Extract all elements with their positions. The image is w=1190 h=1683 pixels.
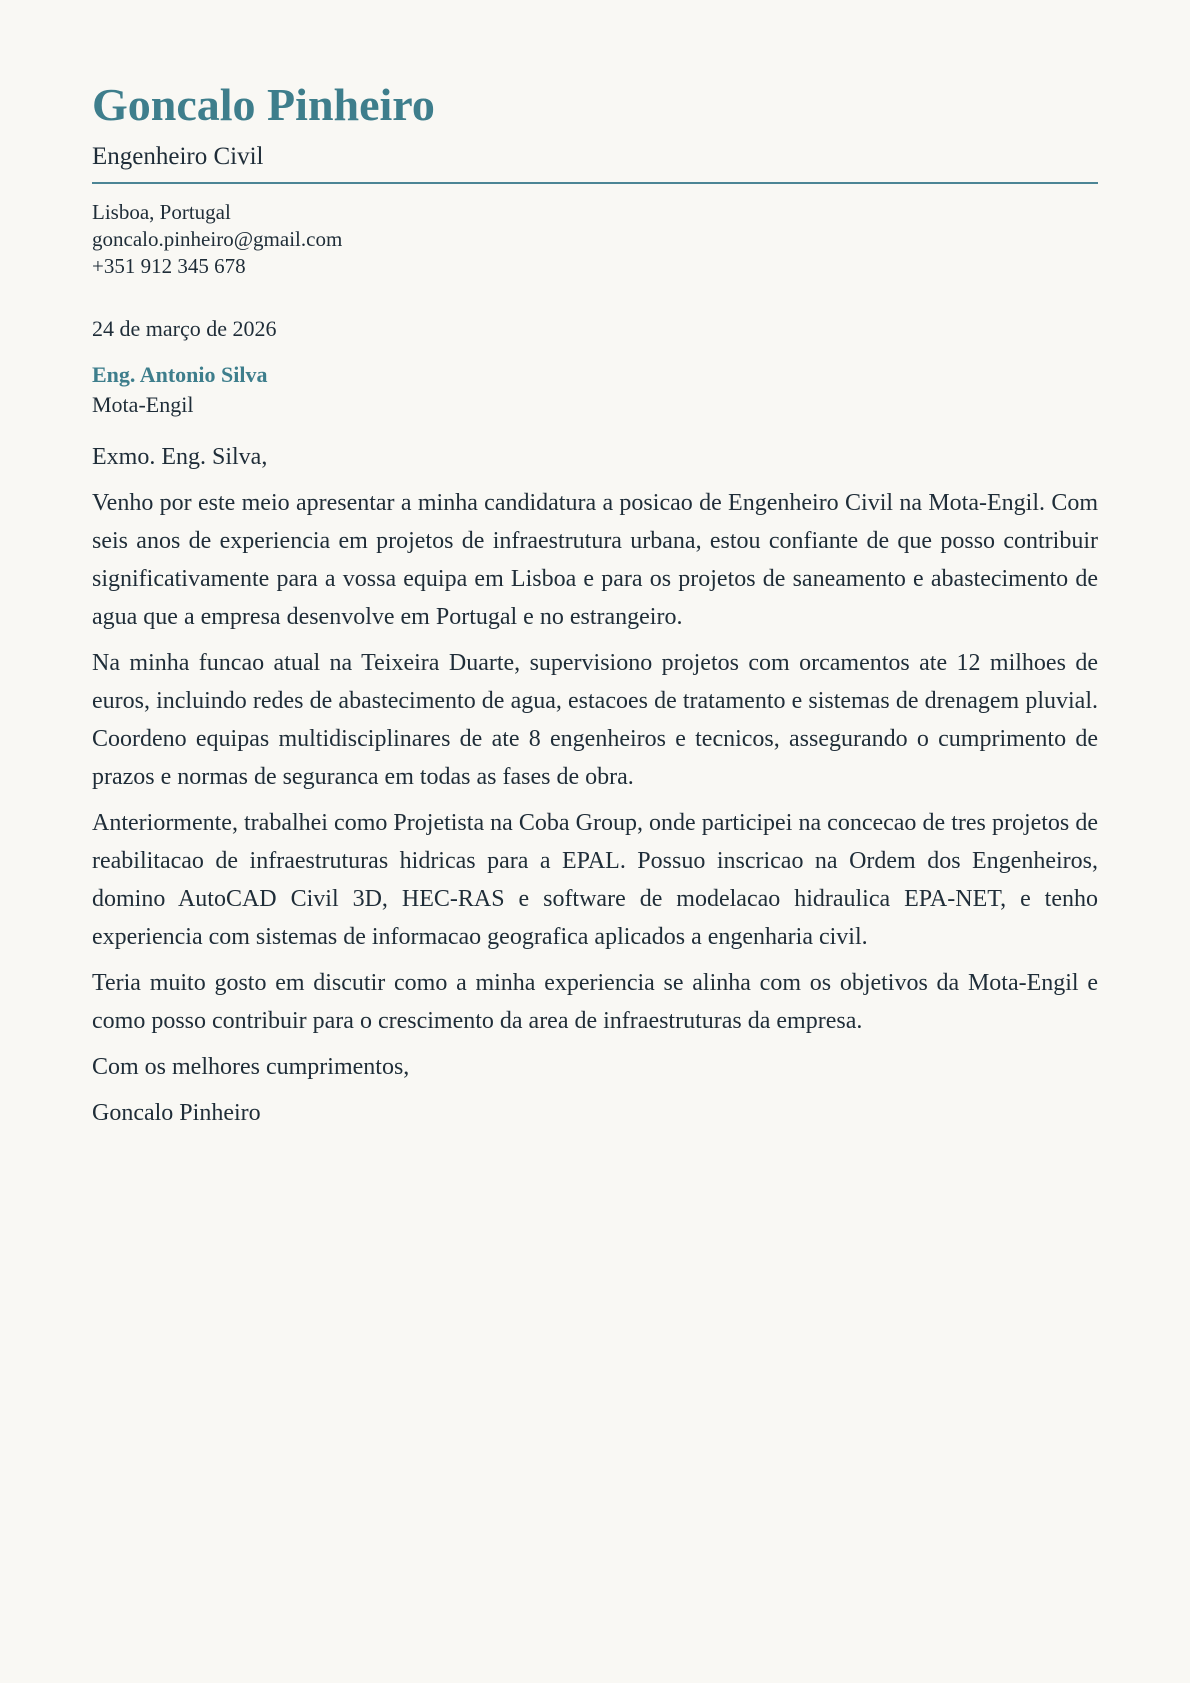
contact-phone: +351 912 345 678 — [92, 254, 246, 278]
sender-name: Goncalo Pinheiro — [92, 79, 435, 130]
contact-block — [92, 199, 1098, 280]
recipient-block — [92, 360, 1098, 420]
body-paragraph-1: Venho por este meio apresentar a minha candidatura a posicao de Engenheiro Civil na Mota-Engil. Com seis anos de experiencia em projetos de infraestrutura urbana, estou confiante de que posso contribuir significativamente para a vossa equipa em Lisboa e para os projetos de saneamento e abastecimento de agua que a empresa desenvolve em Portugal e no estrangeiro. — [92, 490, 1098, 630]
body-paragraph-3: Anteriormente, trabalhei como Projetista na Coba Group, onde participei na concecao de tres projetos de reabilitacao de infraestruturas hidricas para a EPAL. Possuo inscricao na Ordem dos Engenheiros, domino AutoCAD Civil 3D, HEC-RAS e software de modelacao hidraulica EPA-NET, e tenho experiencia com sistemas de informacao geografica aplicados a engenharia civil. — [92, 810, 1098, 950]
header-divider — [92, 182, 1098, 184]
closing: Com os melhores cumprimentos, — [92, 1054, 410, 1080]
contact-email: goncalo.pinheiro@gmail.com — [92, 227, 343, 251]
letter-date: 24 de março de 2026 — [92, 316, 277, 341]
body-paragraph-2: Na minha funcao atual na Teixeira Duarte, supervisiono projetos com orcamentos ate 12 milhoes de euros, incluindo redes de abastecimento de agua, estacoes de tratamento e sistemas de drenagem pluvial. Coordeno equipas multidisciplinares de ate 8 engenheiros e tecnicos, assegurando o cumprimento de prazos e normas de seguranca em todas as fases de obra. — [92, 650, 1098, 790]
recipient-name: Eng. Antonio Silva — [92, 362, 268, 387]
signature-name: Goncalo Pinheiro — [92, 1100, 261, 1126]
sender-job-title: Engenheiro Civil — [92, 143, 264, 170]
recipient-company: Mota-Engil — [92, 392, 194, 417]
contact-location: Lisboa, Portugal — [92, 200, 231, 224]
salutation: Exmo. Eng. Silva, — [92, 444, 268, 470]
body-paragraph-4: Teria muito gosto em discutir como a minha experiencia se alinha com os objetivos da Mota-Engil e como posso contribuir para o crescimento da area de infraestruturas da empresa. — [92, 970, 1098, 1034]
letter-body — [92, 314, 1098, 1132]
letter-header — [92, 79, 1098, 280]
